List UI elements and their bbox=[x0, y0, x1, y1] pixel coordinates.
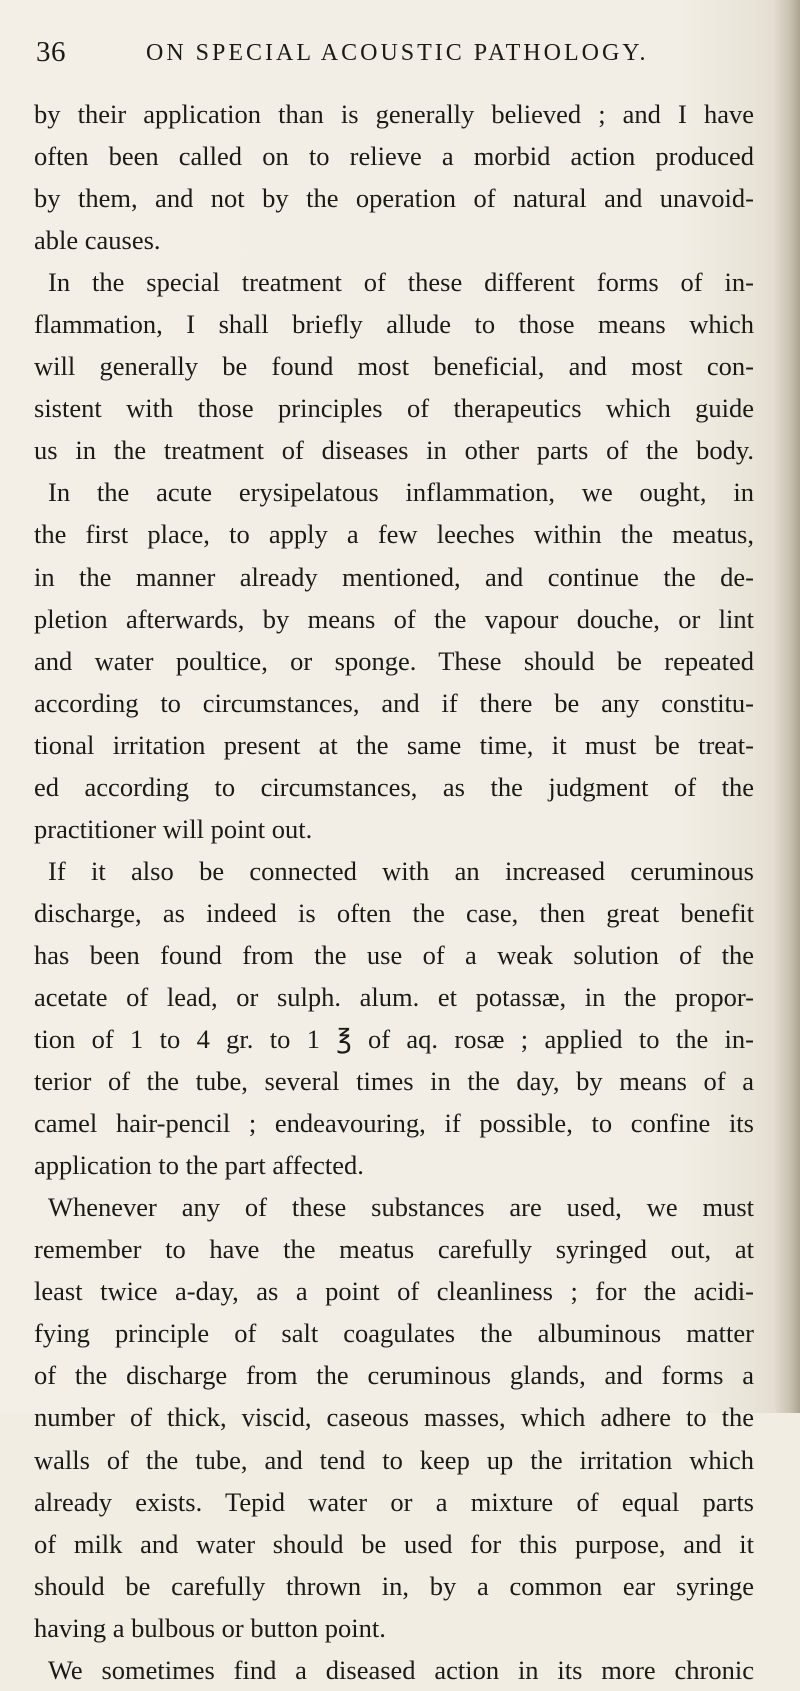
text-line: able causes. bbox=[34, 225, 161, 256]
page-binding-shadow bbox=[774, 0, 800, 1413]
text-line: In the special treatment of these different forms of in- bbox=[48, 267, 754, 298]
text-line: will generally be found most beneficial, and most con- bbox=[34, 351, 754, 382]
text-line: sistent with those principles of therapeutics which guide bbox=[34, 393, 754, 424]
text-line: acetate of lead, or sulph. alum. et potassæ, in the propor- bbox=[34, 981, 754, 1012]
page-number: 36 bbox=[36, 36, 66, 68]
text-line: and water poultice, or sponge. These should be repeated bbox=[34, 645, 754, 676]
text-line: by their application than is generally believed ; and I have bbox=[34, 99, 754, 129]
text-line: We sometimes find a diseased action in its more chronic bbox=[48, 1654, 754, 1685]
text-line: Whenever any of these substances are used, we must bbox=[48, 1192, 754, 1223]
running-head bbox=[36, 36, 756, 80]
text-line: least twice a-day, as a point of cleanliness ; for the acidi- bbox=[34, 1276, 754, 1307]
text-line: often been called on to relieve a morbid action produced bbox=[34, 141, 754, 172]
text-line: tional irritation present at the same time, it must be treat- bbox=[34, 729, 754, 760]
text-line: flammation, I shall briefly allude to those means which bbox=[34, 309, 754, 340]
text-line: fying principle of salt coagulates the albuminous matter bbox=[34, 1318, 754, 1349]
text-line: us in the treatment of diseases in other parts of the body. bbox=[34, 435, 754, 466]
text-line: of milk and water should be used for this purpose, and it bbox=[34, 1528, 754, 1559]
text-line: application to the part affected. bbox=[34, 1150, 364, 1181]
text-line: walls of the tube, and tend to keep up the irritation which bbox=[34, 1444, 754, 1475]
text-line: in the manner already mentioned, and continue the de- bbox=[34, 561, 754, 592]
text-line: practitioner will point out. bbox=[34, 813, 313, 844]
text-line: pletion afterwards, by means of the vapour douche, or lint bbox=[34, 603, 754, 634]
text-line: the first place, to apply a few leeches within the meatus, bbox=[34, 519, 754, 550]
text-line: If it also be connected with an increased ceruminous bbox=[48, 855, 754, 886]
running-title: ON SPECIAL ACOUSTIC PATHOLOGY. bbox=[146, 40, 649, 66]
text-line: has been found from the use of a weak solution of the bbox=[34, 939, 754, 970]
text-line: having a bulbous or button point. bbox=[34, 1612, 386, 1643]
text-line: discharge, as indeed is often the case, then great benefit bbox=[34, 897, 754, 928]
text-line: remember to have the meatus carefully syringed out, at bbox=[34, 1234, 754, 1265]
text-line: of the discharge from the ceruminous glands, and forms a bbox=[34, 1360, 754, 1391]
text-line: number of thick, viscid, caseous masses, which adhere to the bbox=[34, 1402, 754, 1433]
text-line: should be carefully thrown in, by a common ear syringe bbox=[34, 1570, 754, 1601]
text-line: camel hair-pencil ; endeavouring, if possible, to confine its bbox=[34, 1108, 754, 1139]
body-text bbox=[34, 93, 754, 1691]
text-line: In the acute erysipelatous inflammation, we ought, in bbox=[48, 477, 754, 508]
text-line: tion of 1 to 4 gr. to 1 ℥ of aq. rosæ ; applied to the in- bbox=[34, 1024, 754, 1055]
text-line: according to circumstances, and if there be any constitu- bbox=[34, 687, 754, 718]
text-line: terior of the tube, several times in the day, by means of a bbox=[34, 1066, 754, 1097]
text-line: ed according to circumstances, as the judgment of the bbox=[34, 771, 754, 802]
text-line: already exists. Tepid water or a mixture of equal parts bbox=[34, 1486, 754, 1517]
text-line: by them, and not by the operation of natural and unavoid- bbox=[34, 183, 754, 214]
